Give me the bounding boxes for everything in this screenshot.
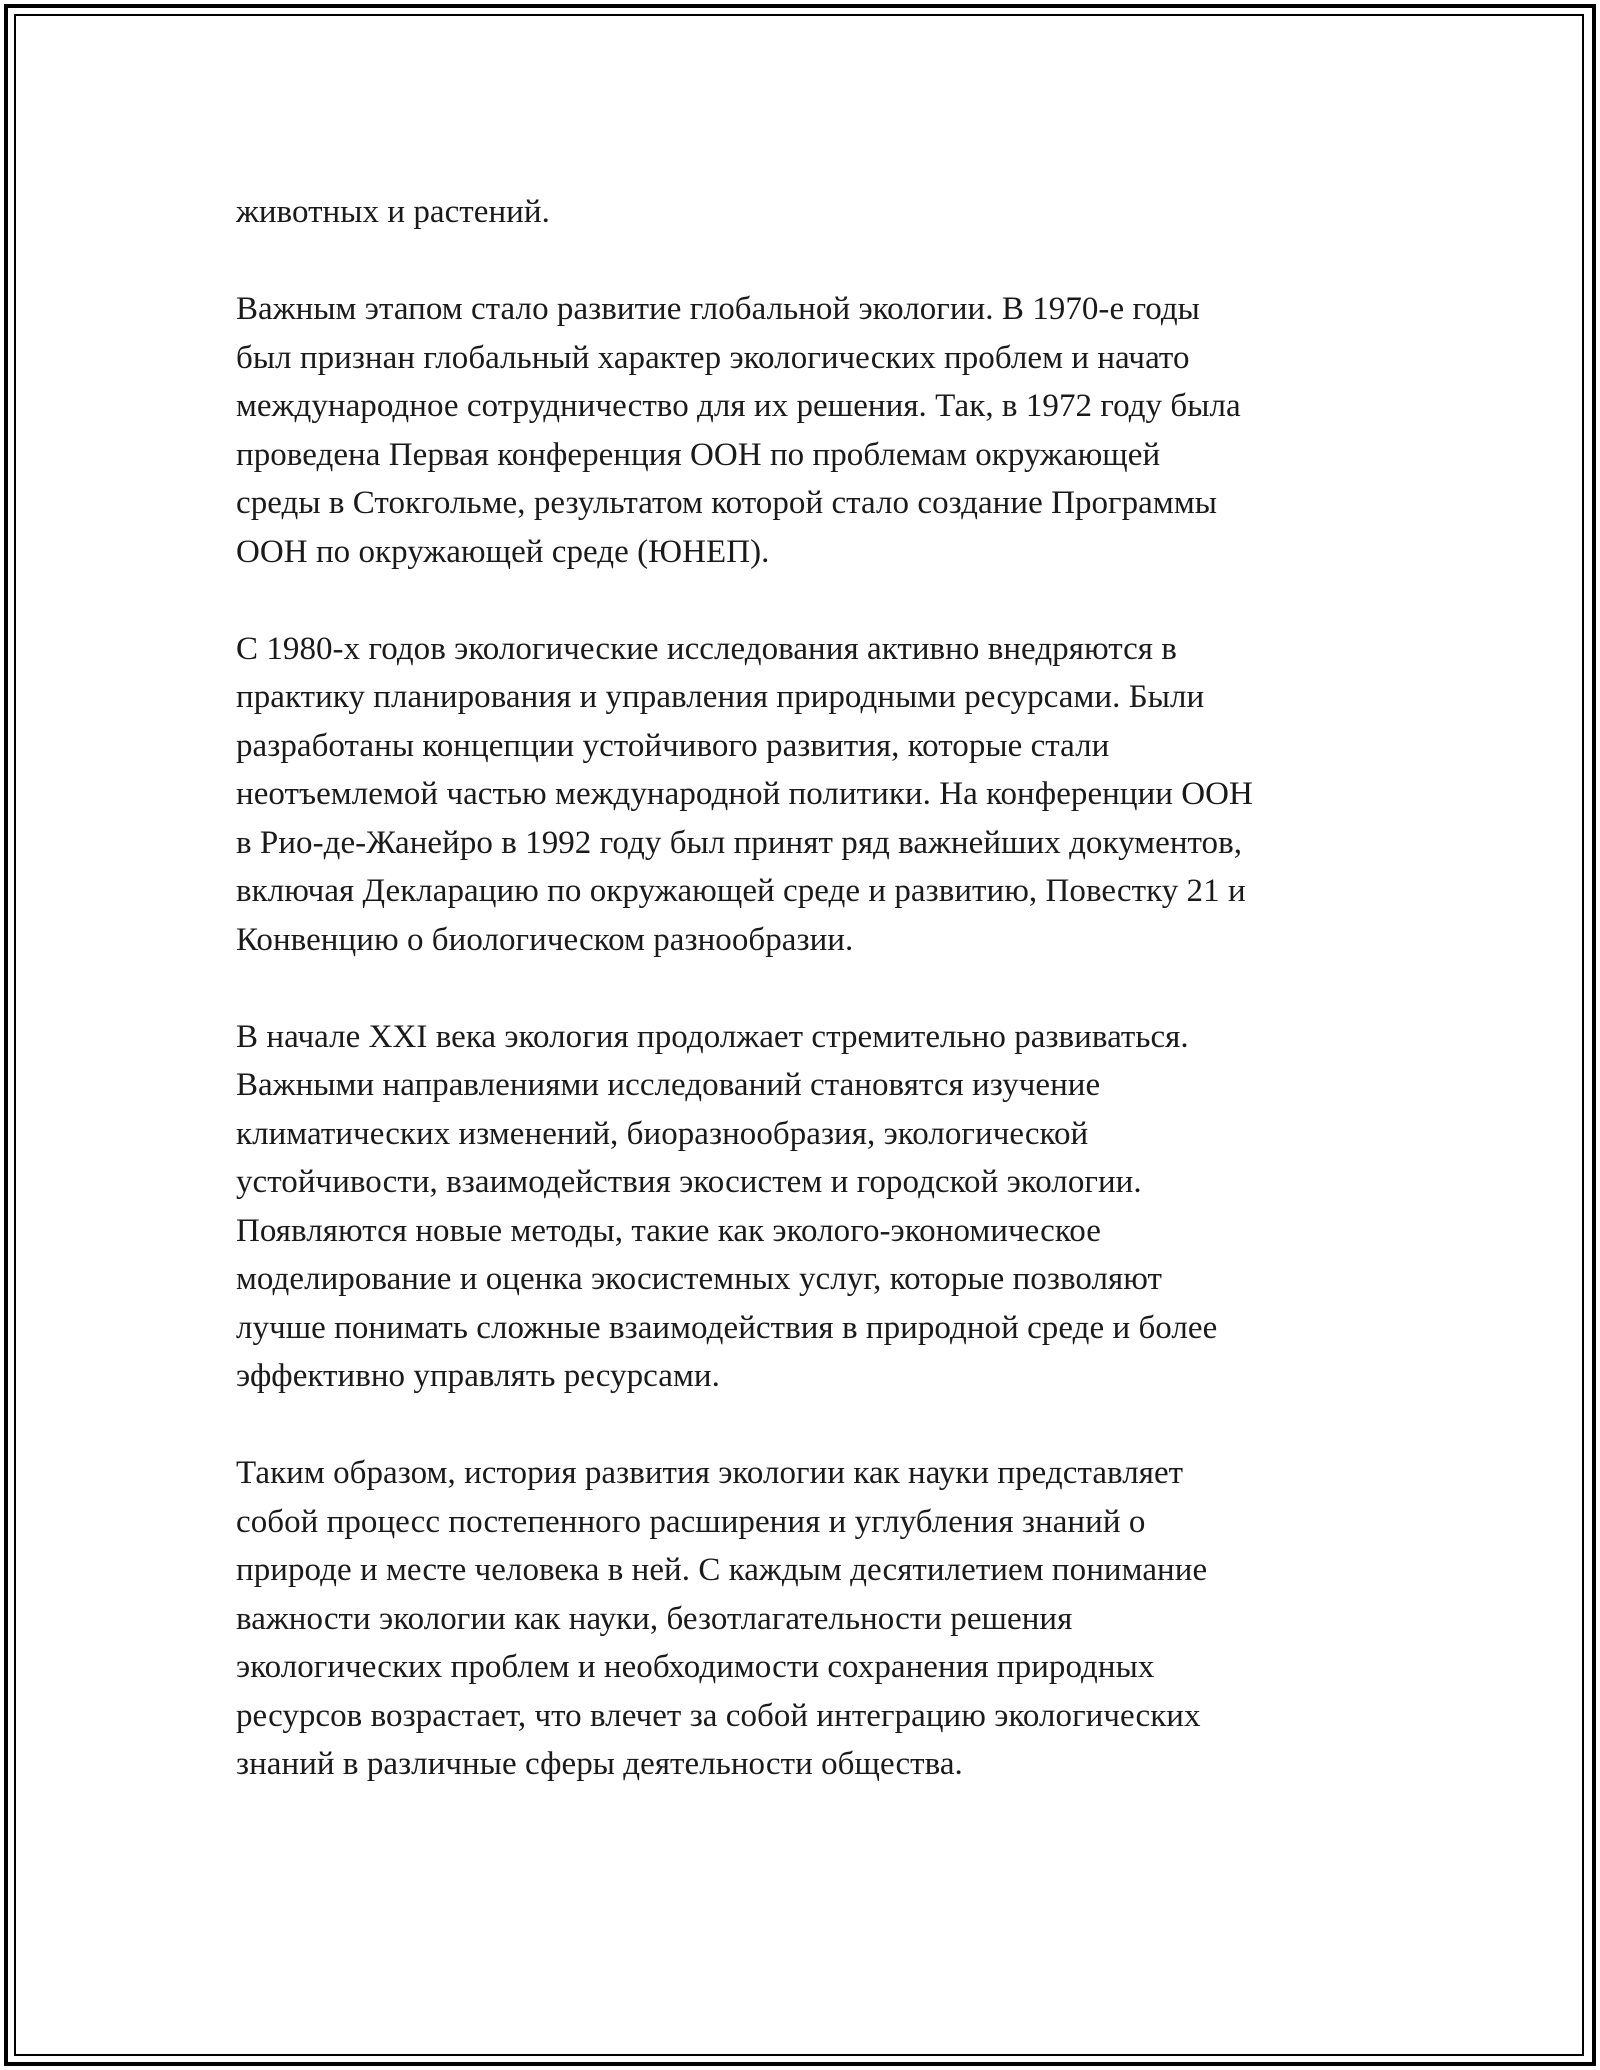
paragraph-sustainable-development: С 1980-х годов экологические исследования активно внедряются в практику планирования и управления природными ресурсами. Были разработаны концепции устойчивого развития, которые стали неотъемлемой частью международной политики. На конференции ООН в Рио-де-Жанейро в 1992 году был принят ряд важнейших документов, включая Декларацию по окружающей среде и развитию, Повестку 21 и Конвенцию о биологическом разнообразии. [236,630,1253,958]
paragraph-21st-century: В начале XXI века экология продолжает стремительно развиваться. Важными направлениями исследований становятся изучение климатических изменений, биоразнообразия, экологической устойчивости, взаимодействия экосистем и городской экологии. Появляются новые методы, такие как эколого-экономическое моделирование и оценка экосистемных услуг, которые позволяют лучше понимать сложные взаимодействия в природной среде и более эффективно управлять ресурсами. [236,1018,1218,1394]
paragraph-conclusion: Таким образом, история развития экологии как науки представляет собой процесс постепенного расширения и углубления знаний о природе и месте человека в ней. С каждым десятилетием понимание важности экологии как науки, безотлагательности решения экологических проблем и необходимости сохранения природных ресурсов возрастает, что влечет за собой интеграцию экологических знаний в различные сферы деятельности общества. [236,1455,1208,1782]
paragraph-continuation: животных и растений. [236,194,550,230]
document-body [236,188,1376,1837]
paragraph-global-ecology: Важным этапом стало развитие глобальной экологии. В 1970-е годы был признан глобальный характер экологических проблем и начато международное сотрудничество для их решения. Так, в 1972 году была проведена Первая конференция ООН по проблемам окружающей среды в Стокгольме, результатом которой стало создание Программы ООН по окружающей среде (ЮНЕП). [236,291,1241,570]
